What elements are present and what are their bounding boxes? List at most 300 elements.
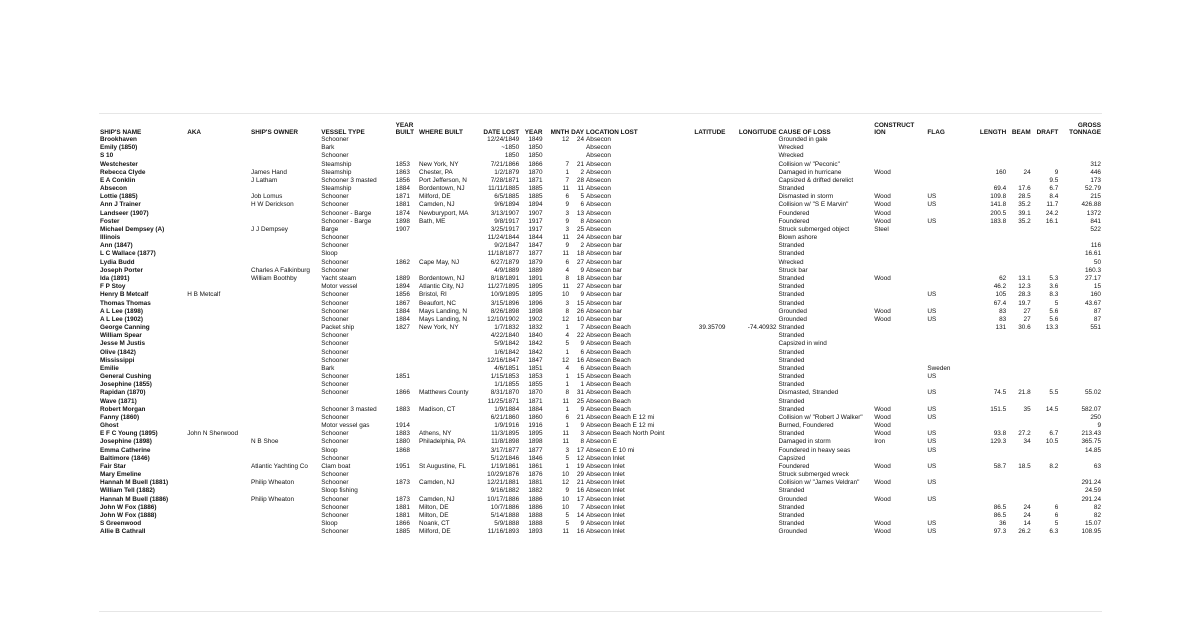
cell-location: Absecon <box>586 160 611 168</box>
cell-flag <box>926 250 966 258</box>
cell-day: 9 <box>580 266 584 274</box>
cell-aka <box>186 185 250 193</box>
cell-mnth: 5 <box>565 511 570 519</box>
column-header-mnth: MNTH <box>550 129 570 136</box>
cell-cause: Grounded <box>778 495 807 503</box>
cell-construction <box>873 185 926 193</box>
cell-mnth: 11 <box>562 234 570 242</box>
cell-length <box>967 479 1007 487</box>
table-row <box>99 291 1102 299</box>
cell-lon <box>726 471 777 479</box>
cell-day: 26 <box>576 307 584 315</box>
cell-draft <box>1032 373 1060 381</box>
cell-tonnage: 160 <box>1090 291 1101 299</box>
cell-construction: Wood <box>874 315 891 323</box>
cell-lat <box>679 438 727 446</box>
cell-lon <box>726 161 777 169</box>
cell-year-built <box>395 398 418 406</box>
cell-location: Absecon Beach E 12 mi <box>586 422 655 430</box>
cell-vessel: Schooner <box>321 307 349 315</box>
cell-mnth: 7 <box>565 176 570 184</box>
table-row <box>99 381 1102 389</box>
cell-day: 3 <box>580 430 584 438</box>
cell-draft: 10.5 <box>1045 438 1059 446</box>
cell-mnth: 9 <box>565 487 570 495</box>
cell-tonnage <box>1059 144 1102 152</box>
cell-lat <box>679 299 727 307</box>
cell-where-built: Camden, NJ <box>419 479 455 487</box>
cell-vessel: Schooner <box>321 528 349 536</box>
cell-owner <box>250 389 320 397</box>
cell-location: Absecon Beach <box>586 373 631 381</box>
table-row <box>99 324 1102 332</box>
cell-mnth <box>544 144 571 152</box>
cell-mnth: 5 <box>565 454 570 462</box>
cell-construction <box>873 398 926 406</box>
table-row <box>99 479 1102 487</box>
cell-lon <box>726 447 777 455</box>
cell-location: Absecon Beach <box>586 397 631 405</box>
cell-mnth: 10 <box>562 471 570 479</box>
cell-vessel <box>320 398 394 406</box>
cell-ship: Lydia Budd <box>100 258 135 266</box>
cell-length <box>967 259 1007 267</box>
cell-cause: Stranded <box>778 348 805 356</box>
cell-location: Absecon Inlet <box>586 487 625 495</box>
cell-lon <box>726 267 777 275</box>
cell-lon <box>726 259 777 267</box>
cell-mnth: 1 <box>565 168 570 176</box>
cell-where-built: Madison, CT <box>419 405 456 413</box>
cell-length <box>967 447 1007 455</box>
cell-cause: Stranded <box>778 332 805 340</box>
cell-where-built <box>418 242 478 250</box>
cell-mnth: 1 <box>565 405 570 413</box>
cell-owner <box>250 455 320 463</box>
cell-construction: Wood <box>874 479 891 487</box>
cell-beam <box>1007 250 1031 258</box>
cell-vessel: Schooner <box>321 503 349 511</box>
cell-location: Absecon E <box>586 438 617 446</box>
cell-cause: Stranded <box>778 405 805 413</box>
cell-day: 8 <box>580 438 584 446</box>
cell-day: 28 <box>576 176 584 184</box>
cell-cause: Collision w/ "James Veldran" <box>778 479 860 487</box>
cell-beam: 30.6 <box>1018 324 1031 332</box>
cell-length <box>967 348 1007 356</box>
cell-flag: US <box>927 462 937 470</box>
cell-length: 86.5 <box>993 503 1007 511</box>
cell-ship: Mary Emeline <box>100 471 142 479</box>
cell-location: Absecon bar <box>586 258 622 266</box>
column-header-day: DAY <box>571 129 585 136</box>
cell-lat <box>679 242 727 250</box>
cell-date-lost: 11/27/1895 <box>487 283 520 291</box>
cell-year-built: 1863 <box>395 168 410 176</box>
cell-aka <box>186 471 250 479</box>
cell-date-lost: 3/25/1917 <box>490 225 520 233</box>
cell-owner: H W Derickson <box>251 201 294 209</box>
cell-length: 93.8 <box>993 430 1007 438</box>
cell-mnth: 10 <box>562 503 570 511</box>
cell-where-built: New York, NY <box>419 160 459 168</box>
cell-where-built <box>418 332 478 340</box>
cell-aka <box>186 324 250 332</box>
cell-year-built: 1853 <box>395 160 410 168</box>
cell-year: 1844 <box>528 234 543 242</box>
cell-beam <box>1007 161 1031 169</box>
cell-owner <box>250 365 320 373</box>
cell-lon: -74.40932 <box>747 324 777 332</box>
cell-construction <box>873 267 926 275</box>
cell-year-built: 1867 <box>395 299 410 307</box>
cell-mnth: 1 <box>565 462 570 470</box>
cell-date-lost: 3/15/1896 <box>490 299 520 307</box>
cell-mnth: 4 <box>565 332 570 340</box>
cell-location: Absecon Beach <box>586 348 631 356</box>
cell-draft: 16.1 <box>1045 217 1059 225</box>
cell-construction: Wood <box>874 307 891 315</box>
cell-lon <box>726 210 777 218</box>
cell-tonnage: 582.07 <box>1081 405 1101 413</box>
cell-flag <box>926 348 966 356</box>
cell-year: 1888 <box>528 511 543 519</box>
cell-ship: General Cushing <box>100 373 152 381</box>
cell-cause: Dismasted in storm <box>778 193 834 201</box>
column-header-beam: BEAM <box>1011 129 1031 136</box>
cell-flag <box>926 169 966 177</box>
cell-mnth: 9 <box>565 242 570 250</box>
cell-flag: US <box>927 405 937 413</box>
cell-location: Absecon Inlet <box>586 511 625 519</box>
cell-ship: Ghost <box>100 422 119 430</box>
cell-lat <box>679 381 727 389</box>
cell-location: Absecon Beach <box>586 381 631 389</box>
cell-year: 1894 <box>528 201 543 209</box>
cell-length: 97.3 <box>993 528 1007 536</box>
cell-flag <box>926 422 966 430</box>
cell-mnth: 11 <box>562 250 570 258</box>
cell-year-built: 1884 <box>395 307 410 315</box>
cell-cause: Grounded <box>778 528 807 536</box>
cell-date-lost: 10/9/1895 <box>490 291 520 299</box>
cell-aka <box>186 520 250 528</box>
cell-owner <box>250 357 320 365</box>
cell-construction: Wood <box>874 528 891 536</box>
cell-cause: Struck bar <box>778 266 808 274</box>
cell-year-built: 1881 <box>395 503 410 511</box>
cell-lon <box>726 250 777 258</box>
cell-date-lost: 1/1/1855 <box>494 381 520 389</box>
cell-owner <box>250 291 320 299</box>
cell-year: 1881 <box>528 479 543 487</box>
cell-year-built: 1868 <box>395 446 410 454</box>
cell-mnth: 11 <box>562 528 570 536</box>
cell-owner: J Latham <box>251 176 278 184</box>
cell-location: Absecon Inlet <box>586 503 625 511</box>
cell-flag <box>926 471 966 479</box>
cell-aka <box>186 283 250 291</box>
cell-draft <box>1032 340 1060 348</box>
cell-year: 1846 <box>528 454 543 462</box>
cell-flag <box>926 259 966 267</box>
cell-lon <box>726 340 777 348</box>
cell-cause: Stranded <box>778 503 805 511</box>
cell-aka <box>186 332 250 340</box>
cell-year-built: 1856 <box>395 291 410 299</box>
cell-beam: 26.2 <box>1018 528 1031 536</box>
cell-owner <box>250 299 320 307</box>
cell-lat <box>679 430 727 438</box>
cell-construction <box>873 512 926 520</box>
cell-vessel: Packet ship <box>321 324 355 332</box>
cell-year: 1916 <box>528 422 543 430</box>
cell-where-built: Athens, NY <box>419 430 452 438</box>
cell-year-built: 1851 <box>395 373 410 381</box>
cell-beam <box>1007 267 1031 275</box>
cell-tonnage: 841 <box>1090 217 1101 225</box>
cell-location: Absecon Inlet <box>586 479 625 487</box>
cell-year-built <box>395 414 418 422</box>
cell-ship: Jesse M Justis <box>100 340 146 348</box>
cell-location: Absecon bar <box>586 266 622 274</box>
cell-ship: Brookhaven <box>100 136 137 144</box>
cell-length <box>967 471 1007 479</box>
cell-where-built: Chester, PA <box>419 168 453 176</box>
cell-where-built: Noank, CT <box>419 520 450 528</box>
cell-location: Absecon Beach <box>586 324 631 332</box>
cell-beam <box>1007 447 1031 455</box>
cell-owner <box>250 152 320 160</box>
cell-year-built: 1873 <box>395 479 410 487</box>
cell-location: Absecon <box>586 193 611 201</box>
cell-lon <box>726 357 777 365</box>
cell-aka <box>186 144 250 152</box>
cell-vessel: Schooner <box>321 348 349 356</box>
cell-length <box>967 177 1007 185</box>
cell-day: 18 <box>576 275 584 282</box>
cell-mnth: 4 <box>565 266 570 274</box>
cell-year: 1877 <box>528 250 543 258</box>
cell-date-lost: 1/15/1853 <box>490 373 520 381</box>
cell-cause: Grounded <box>778 307 807 315</box>
cell-year-built: 1898 <box>395 217 410 225</box>
cell-aka <box>186 463 250 471</box>
cell-date-lost: 11/8/1898 <box>491 438 520 446</box>
cell-day: 21 <box>576 160 584 168</box>
cell-mnth <box>544 152 571 160</box>
cell-flag: US <box>927 315 937 323</box>
cell-beam: 12.3 <box>1018 283 1031 291</box>
column-header-aka: AKA <box>187 129 202 136</box>
cell-date-lost: 12/21/1881 <box>487 479 520 487</box>
cell-lat <box>679 471 727 479</box>
cell-where-built <box>418 136 478 144</box>
cell-lon <box>726 463 777 471</box>
cell-vessel: Schooner <box>321 356 349 364</box>
cell-construction <box>873 152 926 160</box>
cell-year-built: 1884 <box>395 315 410 323</box>
cell-year: 1866 <box>528 160 543 168</box>
cell-location: Absecon Beach <box>586 340 631 348</box>
cell-draft <box>1032 414 1060 422</box>
cell-lat <box>679 422 727 430</box>
cell-ship: Landseer (1907) <box>100 209 149 217</box>
cell-beam <box>1007 357 1031 365</box>
cell-draft <box>1032 332 1060 340</box>
cell-aka <box>186 365 250 373</box>
cell-location: Absecon bar <box>586 242 622 250</box>
cell-lon <box>726 487 777 495</box>
cell-cause: Wrecked <box>778 258 804 266</box>
cell-aka <box>186 414 250 422</box>
cell-year-built: 1885 <box>395 528 410 536</box>
cell-where-built: Milford, DE <box>419 193 451 201</box>
cell-year: 1882 <box>528 487 543 495</box>
cell-ship: Fanny (1860) <box>100 413 140 421</box>
cell-cause: Stranded <box>778 364 805 372</box>
cell-beam: 17.6 <box>1018 185 1031 193</box>
cell-length <box>967 365 1007 373</box>
cell-owner <box>250 520 320 528</box>
cell-year-built: 1914 <box>395 422 410 430</box>
cell-lat <box>679 504 727 512</box>
cell-owner <box>250 218 320 226</box>
cell-where-built <box>418 414 478 422</box>
cell-vessel: Schooner <box>321 242 349 250</box>
cell-aka <box>186 487 250 495</box>
spreadsheet-page <box>99 113 1102 612</box>
cell-aka <box>186 512 250 520</box>
cell-draft: 9 <box>1054 168 1059 176</box>
cell-flag: US <box>927 201 937 209</box>
cell-lon <box>726 406 777 414</box>
cell-lon <box>726 291 777 299</box>
cell-lat <box>679 169 727 177</box>
cell-ship: A L Lee (1902) <box>100 315 143 323</box>
cell-length <box>967 340 1007 348</box>
cell-day: 18 <box>576 250 584 258</box>
cell-year-built <box>395 152 418 160</box>
cell-construction <box>873 136 926 144</box>
cell-flag <box>926 275 966 283</box>
cell-location: Absecon Inlet <box>586 462 625 470</box>
cell-aka <box>186 479 250 487</box>
cell-year-built <box>395 242 418 250</box>
cell-location: Absecon <box>586 144 611 152</box>
cell-lat <box>679 406 727 414</box>
cell-beam: 35.2 <box>1018 217 1031 225</box>
cell-aka: John N Sherwood <box>187 430 239 438</box>
cell-length <box>967 414 1007 422</box>
cell-construction <box>873 242 926 250</box>
cell-aka <box>186 234 250 242</box>
cell-vessel: Schooner <box>321 430 349 438</box>
cell-draft: 5.6 <box>1049 307 1059 315</box>
cell-tonnage: 291.24 <box>1081 495 1101 503</box>
cell-construction <box>873 504 926 512</box>
cell-location: Absecon Beach <box>586 332 631 340</box>
cell-draft: 5 <box>1054 299 1059 307</box>
cell-draft <box>1032 267 1060 275</box>
cell-day: 22 <box>576 332 584 340</box>
cell-cause: Stranded <box>778 283 805 291</box>
cell-owner <box>250 185 320 193</box>
cell-beam: 24 <box>1023 503 1031 511</box>
cell-beam <box>1007 340 1031 348</box>
cell-flag: US <box>927 495 937 503</box>
cell-flag <box>926 283 966 291</box>
cell-draft <box>1032 250 1060 258</box>
cell-year-built: 1866 <box>395 520 410 528</box>
cell-length <box>967 373 1007 381</box>
cell-ship: E A Conklin <box>100 176 136 184</box>
cell-beam: 27.2 <box>1018 430 1031 438</box>
cell-where-built: Mays Landing, N <box>419 307 468 315</box>
cell-mnth: 7 <box>565 160 570 168</box>
cell-ship: Rebecca Clyde <box>100 168 146 176</box>
cell-draft: 8.2 <box>1049 462 1059 470</box>
table-row <box>99 512 1102 520</box>
column-header-length: LENGTH <box>979 129 1007 136</box>
cell-day: 29 <box>576 471 584 479</box>
cell-location: Absecon <box>586 201 611 209</box>
cell-day: 21 <box>576 479 584 487</box>
column-header-owner: SHIP'S OWNER <box>251 129 298 136</box>
cell-where-built: Camden, NJ <box>419 495 455 503</box>
cell-vessel: Schooner <box>321 315 349 323</box>
cell-owner: N B Shoe <box>251 438 279 446</box>
cell-year: 1853 <box>528 373 543 381</box>
cell-year-built <box>395 144 418 152</box>
cell-draft <box>1032 234 1060 242</box>
cell-beam: 35.2 <box>1018 201 1031 209</box>
cell-owner <box>250 324 320 332</box>
cell-lon <box>726 226 777 234</box>
cell-owner: J J Dempsey <box>251 225 288 233</box>
cell-length <box>967 455 1007 463</box>
cell-date-lost: 7/28/1871 <box>490 176 520 184</box>
cell-construction: Wood <box>874 193 891 201</box>
cell-cause: Struck submerged wreck <box>778 471 849 479</box>
cell-day: 7 <box>580 503 584 511</box>
cell-date-lost: 5/9/1888 <box>494 520 520 528</box>
cell-ship: Lottie (1885) <box>100 193 138 201</box>
cell-day: 21 <box>576 413 584 421</box>
table-row <box>99 447 1102 455</box>
cell-year-built: 1907 <box>395 225 410 233</box>
cell-draft: 8.3 <box>1049 291 1059 299</box>
cell-day: 9 <box>580 405 584 413</box>
cell-draft: 13.3 <box>1045 324 1059 332</box>
cell-location: Absecon Inlet <box>586 528 625 536</box>
cell-tonnage: 9 <box>1097 422 1101 430</box>
cell-tonnage <box>1059 398 1102 406</box>
table-row <box>99 152 1102 160</box>
cell-flag <box>926 381 966 389</box>
cell-where-built: Philadelphia, PA <box>419 438 466 446</box>
table-row <box>99 210 1102 218</box>
cell-flag <box>926 161 966 169</box>
table-row <box>99 250 1102 258</box>
cell-length: 151.5 <box>990 405 1007 413</box>
cell-date-lost: 12/16/1847 <box>487 356 520 364</box>
table-row <box>99 348 1102 356</box>
cell-cause: Blown ashore <box>778 234 818 242</box>
cell-lat <box>679 463 727 471</box>
cell-owner <box>250 528 320 536</box>
cell-construction: Wood <box>874 495 891 503</box>
